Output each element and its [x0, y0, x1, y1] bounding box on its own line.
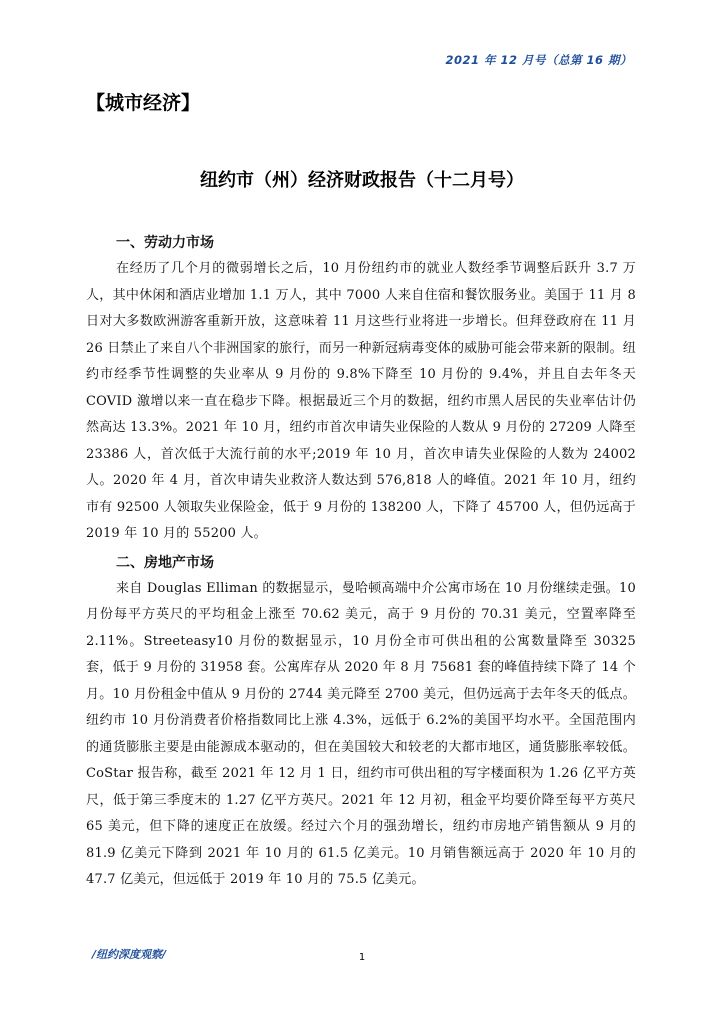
paragraph-labor: 在经历了几个月的微弱增长之后，10 月份纽约市的就业人数经季节调整后跃升 3.7 万人，其中休闲和酒店业增加 1.1 万人，其中 7000 人来自住宿和餐饮服务业。美国于 11 月 8 日对大多数欧洲游客重新开放，这意味着 11 月这些行业将进一步增长。但拜登政府在 11 月 26 日禁止了来自八个非洲国家的旅行，而另一种新冠病毒变体的威胁可能会带来新的限制。纽约市经季节性调整的失业率从 9 月份的 9.8%下降至 10 月份的 9.4%，并且自去年冬天 COVID 激增以来一直在稳步下降。根据最近三个月的数据，纽约市黑人居民的失业率估计仍然高达 13.3%。2021 年 10 月，纽约市首次申请失业保险的人数从 9 月份的 27209 人降至 23386 人，首次低于大流行前的水平;2019 年 10 月，首次申请失业保险的人数为 24002 人。2020 年 4 月，首次申请失业救济人数达到 576,818 人的峰值。2021 年 10 月，纽约市有 92500 人领取失业保险金，低于 9 月份的 138200 人，下降了 45700 人，但仍远高于 2019 年 10 月的 55200 人。 [86, 261, 636, 541]
document-title: 纽约市（州）经济财政报告（十二月号） [200, 170, 524, 191]
section-heading-labor: 一、劳动力市场 [116, 235, 214, 251]
page-number: 1 [358, 952, 366, 963]
footer-column-tag: /纽约深度观察/ [92, 948, 167, 961]
section-heading-real-estate: 二、房地产市场 [116, 554, 214, 571]
document-body [86, 230, 636, 894]
section-tag: 【城市经济】 [86, 92, 201, 114]
paragraph-real-estate: 来自 Douglas Elliman 的数据显示，曼哈顿高端中介公寓市场在 10 月份继续走强。10 月份每平方英尺的平均租金上涨至 70.62 美元，高于 9 月份的 70.31 美元，空置率降至 2.11%。Streeteasy10 月份的数据显示，10 月份全市可供出租的公寓数量降至 30325 套，低于 9 月份的 31958 套。公寓库存从 2020 年 8 月 75681 套的峰值持续下降了 14 个月。10 月份租金中值从 9 月份的 2744 美元降至 2700 美元，但仍远高于去年冬天的低点。纽约市 10 月份消费者价格指数同比上涨 4.3%，远低于 6.2%的美国平均水平。全国范围内的通货膨胀主要是由能源成本驱动的，但在美国较大和较老的大都市地区，通货膨胀率较低。CoStar 报告称，截至 2021 年 12 月 1 日，纽约市可供出租的写字楼面积为 1.26 亿平方英尺，低于第三季度末的 1.27 亿平方英尺。2021 年 12 月初，租金平均要价降至每平方英尺 65 美元，但下降的速度正在放缓。经过六个月的强劲增长，纽约市房地产销售额从 9 月的 81.9 亿美元下降到 2021 年 10 月的 61.5 亿美元。10 月销售额远高于 2020 年 10 月的 47.7 亿美元，但远低于 2019 年 10 月的 75.5 亿美元。 [86, 580, 636, 887]
issue-header: 2021 年 12 月号（总第 16 期） [445, 53, 632, 67]
